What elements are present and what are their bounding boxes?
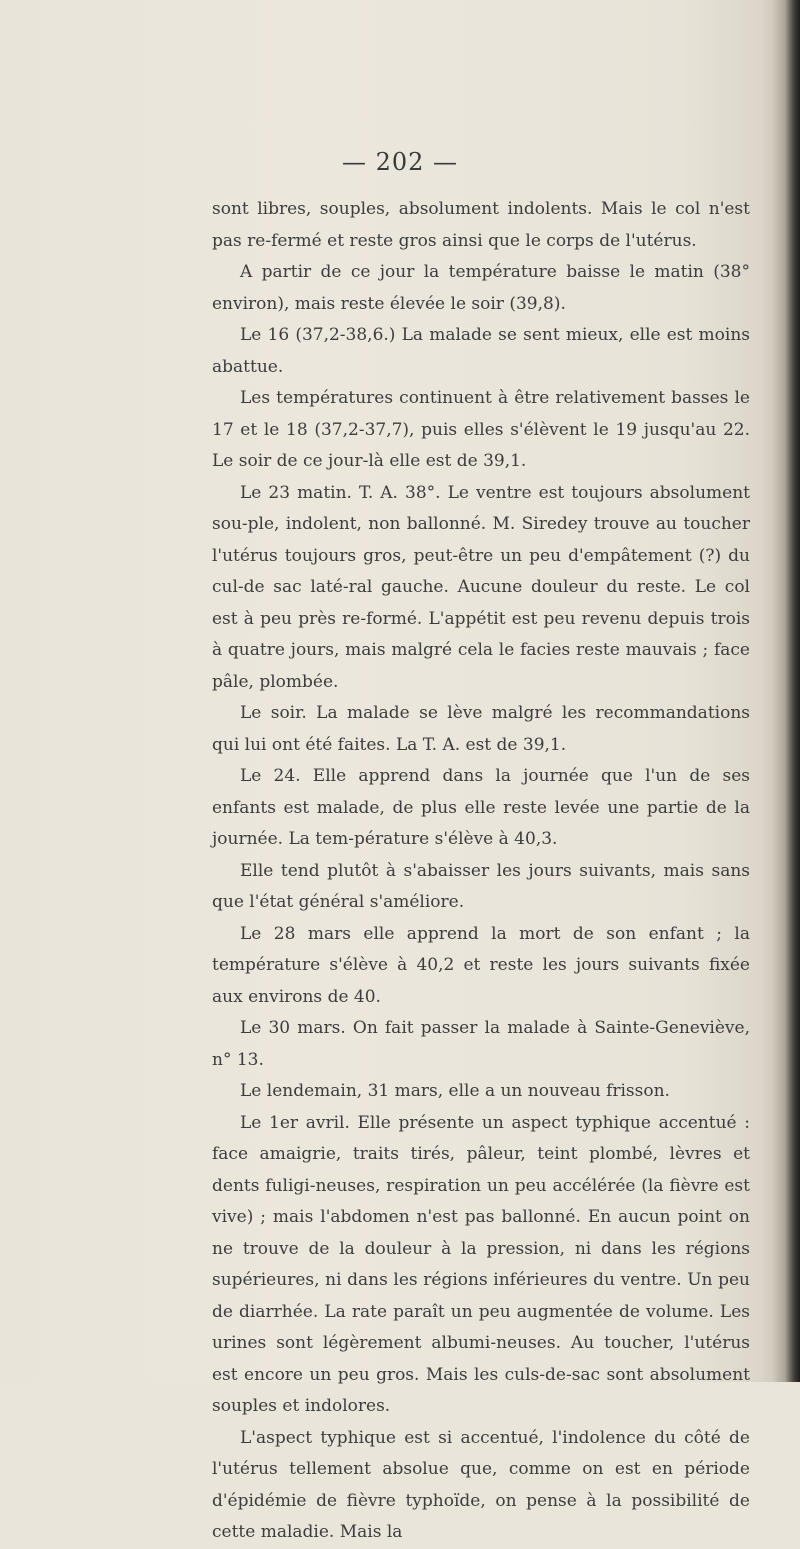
paragraph: sont libres, souples, absolument indolents. Mais le col n'est pas re-fermé et reste gros ainsi que le corps de l'utérus.	[212, 199, 750, 251]
paragraph: Le 16 (37,2-38,6.) La malade se sent mieux, elle est moins abattue.	[212, 325, 750, 377]
paragraph: Le lendemain, 31 mars, elle a un nouveau frisson.	[240, 1081, 670, 1101]
body-text	[212, 194, 750, 1549]
paragraph: Les températures continuent à être relativement basses le 17 et le 18 (37,2-37,7), puis elles s'élèvent le 19 jusqu'au 22. Le soir de ce jour-là elle est de 39,1.	[212, 388, 750, 471]
paragraph: Le 23 matin. T. A. 38°. Le ventre est toujours absolument sou-ple, indolent, non ballonné. M. Siredey trouve au toucher l'utérus toujours gros, peut-être un peu d'empâtement (?) du cul-de sac laté-ral gauche. Aucune douleur du reste. Le col est à peu près re-formé. L'appétit est peu revenu depuis trois à quatre jours, mais malgré cela le facies reste mauvais ; face pâle, plombée.	[212, 482, 750, 692]
paragraph: Elle tend plutôt à s'abaisser les jours suivants, mais sans que l'état général s'améliore.	[212, 860, 750, 912]
paragraph: L'aspect typhique est si accentué, l'indolence du côté de l'utérus tellement absolue que, comme on est en période d'épidémie de fièvre typhoïde, on pense à la possibilité de cette maladie. Mais la	[212, 1427, 750, 1542]
page-number: — 202 —	[341, 148, 459, 176]
paragraph: Le 28 mars elle apprend la mort de son enfant ; la température s'élève à 40,2 et reste les jours suivants fixée aux environs de 40.	[212, 923, 750, 1007]
paragraph: A partir de ce jour la température baisse le matin (38° environ), mais reste élevée le soir (39,8).	[212, 262, 750, 314]
paragraph: Le 24. Elle apprend dans la journée que l'un de ses enfants est malade, de plus elle reste levée une partie de la journée. La tem-pérature s'élève à 40,3.	[212, 766, 750, 849]
paragraph: Le 1er avril. Elle présente un aspect typhique accentué : face amaigrie, traits tirés, pâleur, teint plombé, lèvres et dents fuligi-neuses, respiration un peu accélérée (la fièvre est vive) ; mais l'abdomen n'est pas ballonné. En aucun point on ne trouve de la douleur à la pression, ni dans les régions supérieures, ni dans les régions inférieures du ventre. Un peu de diarrhée. La rate paraît un peu augmentée de volume. Les urines sont légèrement albumi-neuses. Au toucher, l'utérus est encore un peu gros. Mais les culs-de-sac sont absolument souples et indolores.	[212, 1112, 750, 1416]
paragraph: Le 30 mars. On fait passer la malade à Sainte-Geneviève, n° 13.	[212, 1018, 750, 1070]
page-edge-shadow	[772, 0, 800, 1382]
paragraph: Le soir. La malade se lève malgré les recommandations qui lui ont été faites. La T. A. est de 39,1.	[212, 703, 750, 755]
